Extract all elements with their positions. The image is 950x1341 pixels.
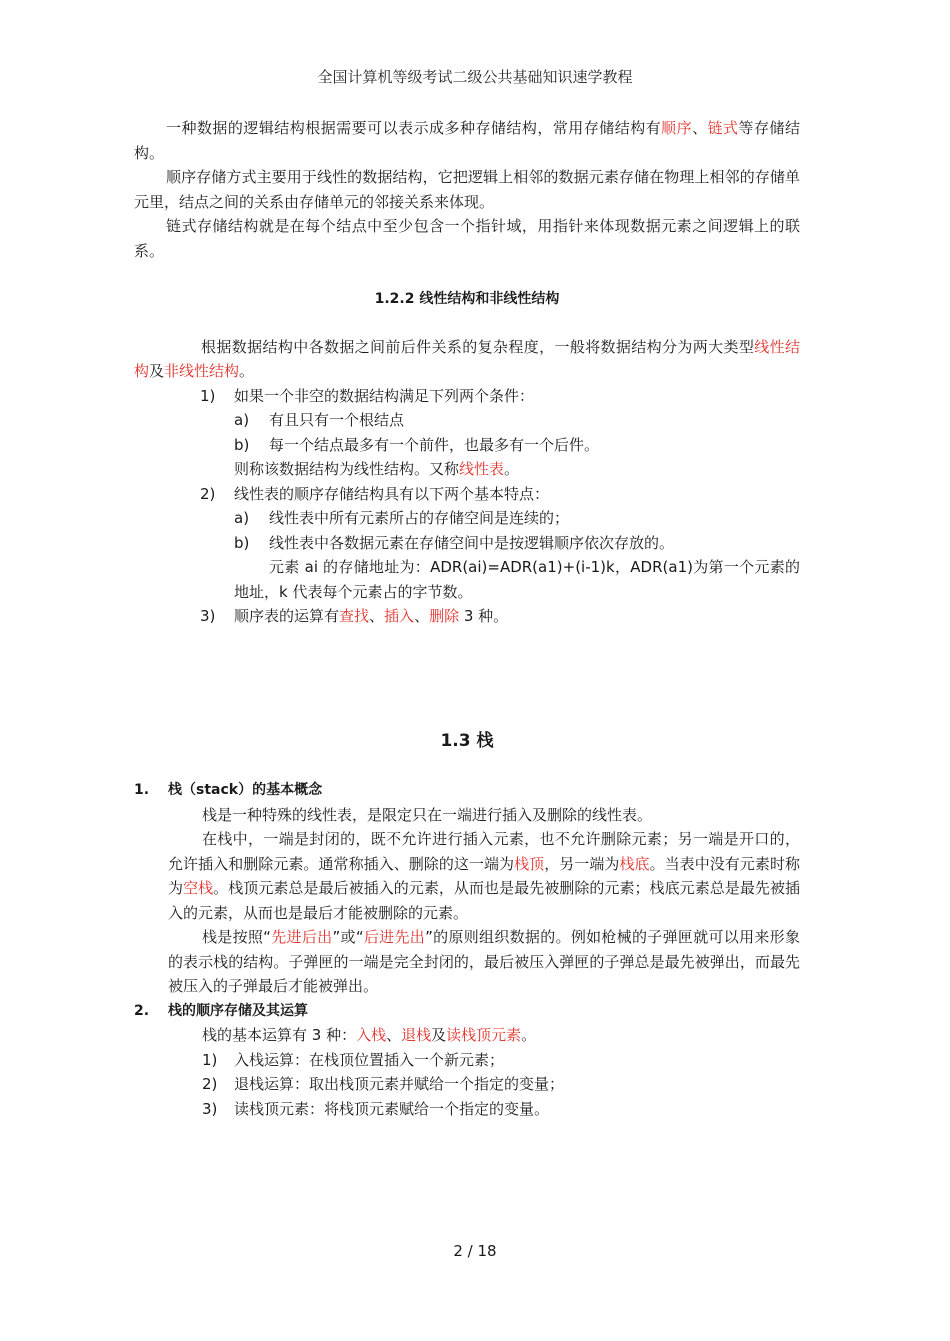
highlight-term: 线性表 xyxy=(459,460,505,478)
highlight-term: 退栈 xyxy=(401,1026,432,1044)
document-body xyxy=(134,116,800,1121)
highlight-term: 空栈 xyxy=(183,879,214,897)
list-item: 1) 如果一个非空的数据结构满足下列两个条件： xyxy=(200,386,535,405)
highlight-term: 栈顶 xyxy=(514,854,545,873)
highlight-term: 先进后出 xyxy=(270,928,333,946)
sub-list-item: a) 有且只有一个根结点 xyxy=(234,411,405,429)
stack-operations-intro: 栈的基本运算有 3 种：入栈、退栈及读栈顶元素。 xyxy=(202,1026,537,1044)
list-item: 2) 退栈运算：取出栈顶元素并赋给一个指定的变量； xyxy=(202,1075,565,1093)
highlight-term: 顺序 xyxy=(661,119,693,137)
linear-nonlinear-paragraph: 根据数据结构中各数据之间前后件关系的复杂程度，一般将数据结构分为两大类型线性结构及非线性结构。 xyxy=(134,337,800,380)
page-header: 全国计算机等级考试二级公共基础知识速学教程 xyxy=(317,68,633,86)
storage-structure-paragraph: 一种数据的逻辑结构根据需要可以表示成多种存储结构，常用存储结构有顺序、链式等存储结构。 xyxy=(134,119,800,162)
section-heading-1-3: 1.3 栈 xyxy=(440,730,494,751)
highlight-term: 非线性结构 xyxy=(164,362,240,380)
sub-list-item: b) 每一个结点最多有一个前件，也最多有一个后件。 xyxy=(234,435,600,454)
linear-list-conclusion: 则称该数据结构为线性结构。又称线性表。 xyxy=(234,460,520,478)
highlight-term: 插入 xyxy=(384,607,415,625)
highlight-term: 后进先出 xyxy=(363,928,426,946)
list-item: 1) 入栈运算：在栈顶位置插入一个新元素； xyxy=(202,1050,505,1069)
highlight-term: 删除 xyxy=(429,607,460,625)
stack-definition: 栈是一种特殊的线性表，是限定只在一端进行插入及删除的线性表。 xyxy=(202,805,653,824)
highlight-term: 查找 xyxy=(339,607,370,625)
section-heading-1-2-2: 1.2.2 线性结构和非线性结构 xyxy=(374,291,560,307)
list-item: 2) 线性表的顺序存储结构具有以下两个基本特点： xyxy=(200,484,550,503)
highlight-term: 线性结构 xyxy=(134,337,800,380)
numbered-heading: 1. 栈（stack）的基本概念 xyxy=(134,782,323,798)
linked-storage-paragraph: 链式存储结构就是在每个结点中至少包含一个指针域，用指针来体现数据元素之间逻辑上的联系。 xyxy=(134,217,800,260)
sub-list-item: a) 线性表中所有元素所占的存储空间是连续的； xyxy=(234,509,570,527)
highlight-term: 链式 xyxy=(707,119,739,137)
sequential-storage-paragraph: 顺序存储方式主要用于线性的数据结构，它把逻辑上相邻的数据元素存储在物理上相邻的存储单元里，结点之间的关系由存储单元的邻接关系来体现。 xyxy=(134,168,800,211)
numbered-heading: 2. 栈的顺序存储及其运算 xyxy=(134,1002,308,1019)
address-formula: 元素 ai 的存储地址为：ADR(ai)=ADR(a1)+(i-1)k，ADR(a1)为第一个元素的地址，k 代表每个元素占的字节数。 xyxy=(234,558,800,601)
lifo-paragraph: 栈是按照“先进后出”或“后进先出”的原则组织数据的。例如枪械的子弹匣就可以用来形象的表示栈的结构。子弹匣的一端是完全封闭的，最后被压入弹匣的子弹总是最先被弹出，而最先被压入的子弹最后才能被弹出。 xyxy=(168,928,800,995)
stack-top-bottom-paragraph: 在栈中，一端是封闭的，既不允许进行插入元素，也不允许删除元素；另一端是开口的，允许插入和删除元素。通常称插入、删除的这一端为栈顶，另一端为栈底。当表中没有元素时称为空栈。栈顶元素总是最后被插入的元素，从而也是最先被删除的元素；栈底元素总是最先被插入的元素，从而也是最后才能被删除的元素。 xyxy=(168,830,800,922)
page-number: 2 / 18 xyxy=(453,1242,497,1260)
highlight-term: 读栈顶元素 xyxy=(446,1026,522,1044)
list-item: 3) 读栈顶元素：将栈顶元素赋给一个指定的变量。 xyxy=(202,1099,550,1118)
list-item: 3) 顺序表的运算有查找、插入、删除 3 种。 xyxy=(200,607,509,625)
sub-list-item: b) 线性表中各数据元素在存储空间中是按逻辑顺序依次存放的。 xyxy=(234,533,675,552)
highlight-term: 入栈 xyxy=(356,1026,387,1044)
highlight-term: 栈底 xyxy=(619,854,650,873)
